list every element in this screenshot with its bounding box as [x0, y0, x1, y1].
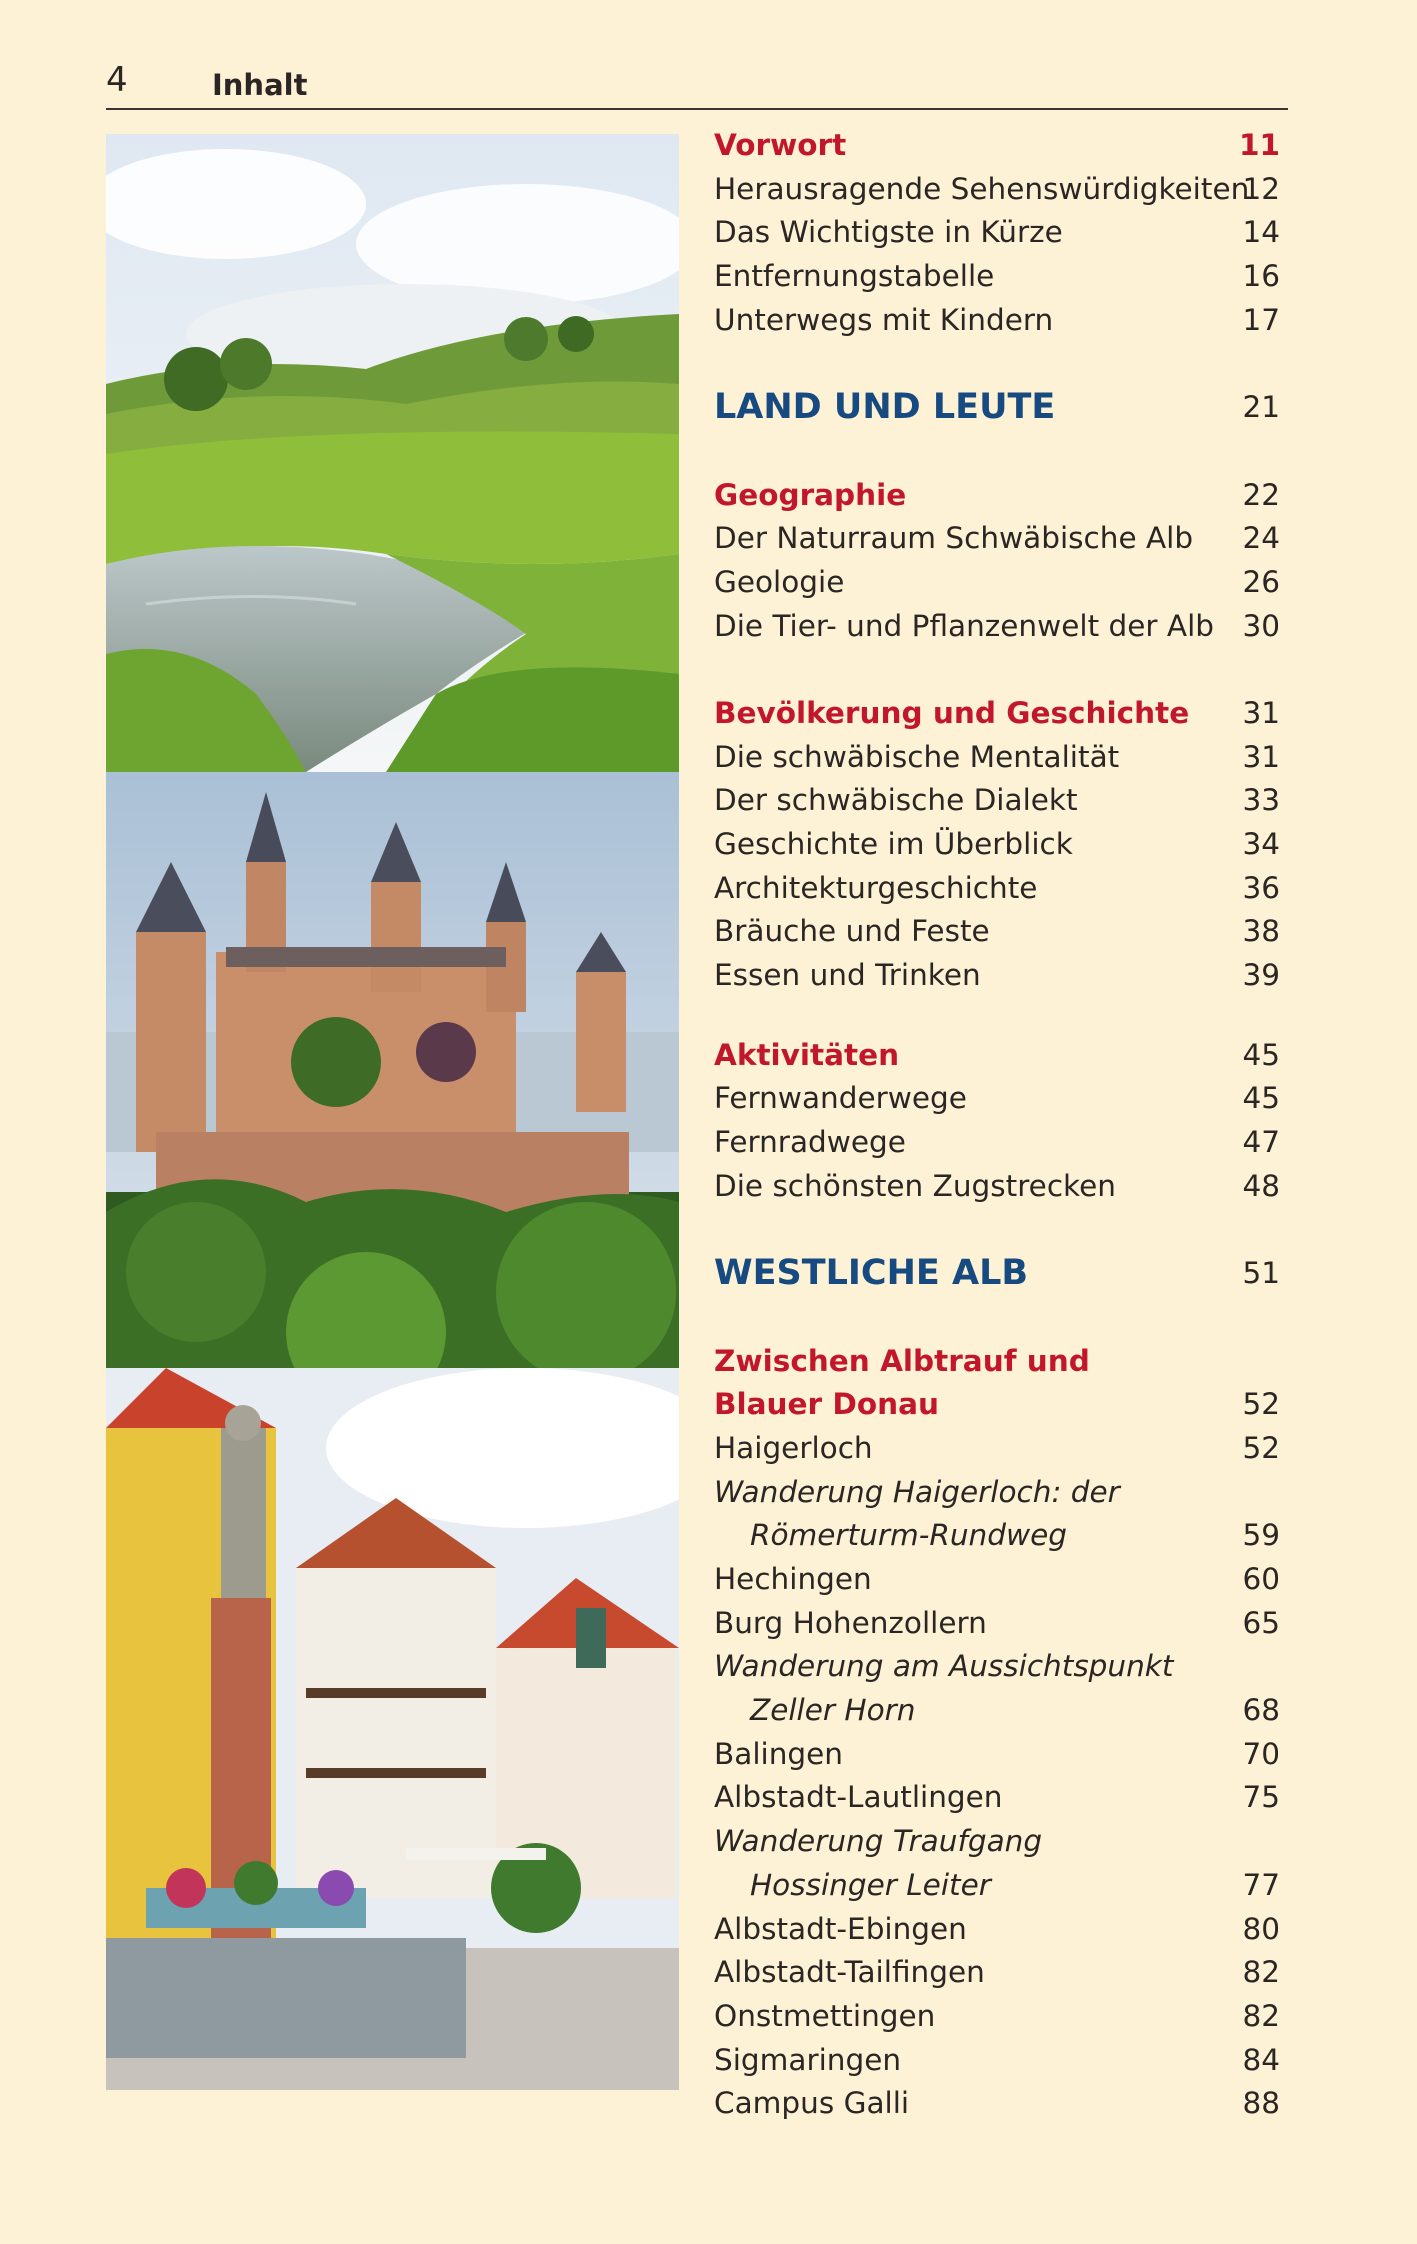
toc-page: 34: [1242, 827, 1280, 861]
toc-page: 39: [1242, 958, 1280, 993]
toc-page: 84: [1242, 2042, 1280, 2077]
toc-page: 47: [1242, 1125, 1280, 1160]
toc-section-zwischen-albtrauf[interactable]: [714, 1340, 1290, 1384]
toc-page: 70: [1242, 1736, 1280, 1771]
toc-title: Fernradwege: [714, 1125, 906, 1160]
toc-entry[interactable]: [714, 823, 1290, 867]
toc-title: Hossinger Leiter: [750, 1867, 991, 1902]
toc-page: 22: [1242, 477, 1280, 512]
toc-page: 30: [1242, 608, 1280, 643]
toc-page: 51: [1242, 1256, 1280, 1291]
toc-title: Der schwäbische Dialekt: [714, 783, 1078, 818]
section-title: Inhalt: [212, 68, 308, 102]
toc-page: 24: [1242, 521, 1280, 556]
toc-title: Haigerloch: [714, 1430, 873, 1465]
toc-page: 45: [1242, 1081, 1280, 1116]
toc-section-geographie[interactable]: [714, 474, 1290, 518]
toc-page: 60: [1242, 1562, 1280, 1596]
toc-title: Blauer Donau: [714, 1387, 939, 1422]
toc-entry[interactable]: [714, 168, 1290, 212]
town-fountain-photo: [106, 1368, 679, 2090]
toc-title: Das Wichtigste in Kürze: [714, 215, 1063, 250]
toc-entry[interactable]: [714, 1077, 1290, 1121]
toc-entry[interactable]: [714, 1733, 1290, 1777]
toc-page: 77: [1242, 1867, 1280, 1902]
toc-page: 12: [1242, 171, 1280, 206]
toc-title: Sigmaringen: [714, 2042, 902, 2077]
toc-entry[interactable]: [714, 954, 1290, 998]
toc-hike-entry-cont[interactable]: [714, 1514, 1290, 1558]
toc-title: Bevölkerung und Geschichte: [714, 695, 1190, 730]
toc-page: 52: [1242, 1430, 1280, 1465]
toc-page: 21: [1242, 390, 1280, 425]
toc-section-bevoelkerung[interactable]: [714, 692, 1290, 736]
table-of-contents: [714, 124, 1290, 2126]
toc-title: Fernwanderwege: [714, 1081, 967, 1116]
toc-entry[interactable]: [714, 1776, 1290, 1820]
toc-hike-entry[interactable]: [714, 1820, 1290, 1864]
toc-title: Vorwort: [714, 128, 847, 162]
toc-page: 59: [1242, 1518, 1280, 1553]
toc-entry[interactable]: [714, 1951, 1290, 1995]
toc-chapter-westliche-alb[interactable]: [714, 1252, 1290, 1296]
toc-entry[interactable]: [714, 1427, 1290, 1471]
toc-title: Hechingen: [714, 1562, 872, 1596]
toc-entry[interactable]: [714, 1558, 1290, 1602]
toc-entry[interactable]: [714, 1121, 1290, 1165]
toc-entry[interactable]: [714, 605, 1290, 649]
toc-title: Zwischen Albtrauf und: [714, 1343, 1090, 1378]
toc-title: Essen und Trinken: [714, 958, 981, 993]
river-meadow-photo: [106, 134, 679, 772]
toc-title: Der Naturraum Schwäbische Alb: [714, 521, 1194, 556]
toc-page: 16: [1242, 259, 1280, 294]
toc-page: 82: [1242, 1998, 1280, 2033]
toc-hike-entry-cont[interactable]: [714, 1864, 1290, 1908]
toc-title: Unterwegs mit Kindern: [714, 302, 1054, 337]
toc-page: 31: [1242, 695, 1280, 730]
toc-title: Römerturm-Rundweg: [750, 1518, 1067, 1553]
toc-page: 68: [1242, 1693, 1280, 1728]
toc-entry[interactable]: [714, 299, 1290, 343]
toc-page: 38: [1242, 914, 1280, 949]
toc-title: Albstadt-Ebingen: [714, 1911, 967, 1946]
toc-page: 80: [1242, 1911, 1280, 1946]
toc-page: 11: [1238, 128, 1280, 162]
toc-title: Albstadt-Tailfingen: [714, 1955, 985, 1990]
toc-entry[interactable]: [714, 2082, 1290, 2126]
toc-entry[interactable]: [714, 517, 1290, 561]
toc-title: Wanderung am Aussichtspunkt: [714, 1649, 1174, 1684]
toc-entry[interactable]: [714, 255, 1290, 299]
toc-title: Herausragende Sehenswürdigkeiten: [714, 171, 1250, 206]
toc-title: Wanderung Haigerloch: der: [714, 1474, 1120, 1509]
toc-page: 65: [1242, 1605, 1280, 1640]
page-number: 4: [106, 60, 128, 100]
toc-page: 14: [1242, 215, 1280, 250]
toc-page: 45: [1242, 1037, 1280, 1072]
toc-hike-entry[interactable]: [714, 1645, 1290, 1689]
toc-hike-entry[interactable]: [714, 1471, 1290, 1515]
toc-title: LAND UND LEUTE: [714, 387, 1056, 428]
toc-title: Architekturgeschichte: [714, 870, 1038, 905]
page-header: [106, 60, 1288, 110]
toc-entry[interactable]: [714, 867, 1290, 911]
toc-entry[interactable]: [714, 736, 1290, 780]
toc-title: Burg Hohenzollern: [714, 1605, 987, 1640]
toc-page: 75: [1242, 1780, 1280, 1815]
toc-entry[interactable]: [714, 1995, 1290, 2039]
toc-entry[interactable]: [714, 779, 1290, 823]
toc-title: Aktivitäten: [714, 1037, 900, 1072]
toc-entry[interactable]: [714, 1602, 1290, 1646]
toc-title: Geologie: [714, 564, 845, 599]
photo-column: [106, 134, 679, 2090]
toc-title: Geographie: [714, 477, 907, 512]
toc-title: Wanderung Traufgang: [714, 1824, 1043, 1859]
toc-page: 36: [1242, 870, 1280, 905]
toc-title: Campus Galli: [714, 2086, 910, 2121]
toc-title: Entfernungstabelle: [714, 259, 995, 294]
toc-entry[interactable]: [714, 561, 1290, 605]
toc-section-zwischen-albtrauf-cont[interactable]: [714, 1383, 1290, 1427]
toc-entry[interactable]: [714, 211, 1290, 255]
toc-entry[interactable]: [714, 1165, 1290, 1209]
toc-chapter-land-und-leute[interactable]: [714, 386, 1290, 430]
toc-hike-entry-cont[interactable]: [714, 1689, 1290, 1733]
toc-entry[interactable]: [714, 2039, 1290, 2083]
toc-title: Zeller Horn: [750, 1693, 916, 1728]
toc-title: Die Tier- und Pflanzenwelt der Alb: [714, 608, 1215, 643]
toc-page: 52: [1242, 1387, 1280, 1422]
burg-hohenzollern-photo: [106, 772, 679, 1368]
toc-entry[interactable]: [714, 910, 1290, 954]
toc-title: Onstmettingen: [714, 1998, 936, 2033]
toc-page: 33: [1242, 783, 1280, 818]
toc-page: 88: [1242, 2086, 1280, 2121]
toc-page: 17: [1242, 302, 1280, 337]
toc-title: Balingen: [714, 1736, 843, 1771]
toc-title: Bräuche und Feste: [714, 914, 990, 949]
toc-title: WESTLICHE ALB: [714, 1253, 1029, 1294]
toc-title: Die schönsten Zugstrecken: [714, 1168, 1116, 1203]
toc-title: Geschichte im Überblick: [714, 827, 1073, 861]
toc-page: 82: [1242, 1955, 1280, 1990]
toc-page: 26: [1242, 564, 1280, 599]
toc-title: Die schwäbische Mentalität: [714, 739, 1120, 774]
toc-page: 31: [1242, 739, 1280, 774]
toc-entry[interactable]: [714, 1908, 1290, 1952]
toc-title: Albstadt-Lautlingen: [714, 1780, 1003, 1815]
toc-entry-vorwort[interactable]: [714, 124, 1290, 168]
toc-page: 48: [1242, 1168, 1280, 1203]
toc-section-aktivitaeten[interactable]: [714, 1034, 1290, 1078]
